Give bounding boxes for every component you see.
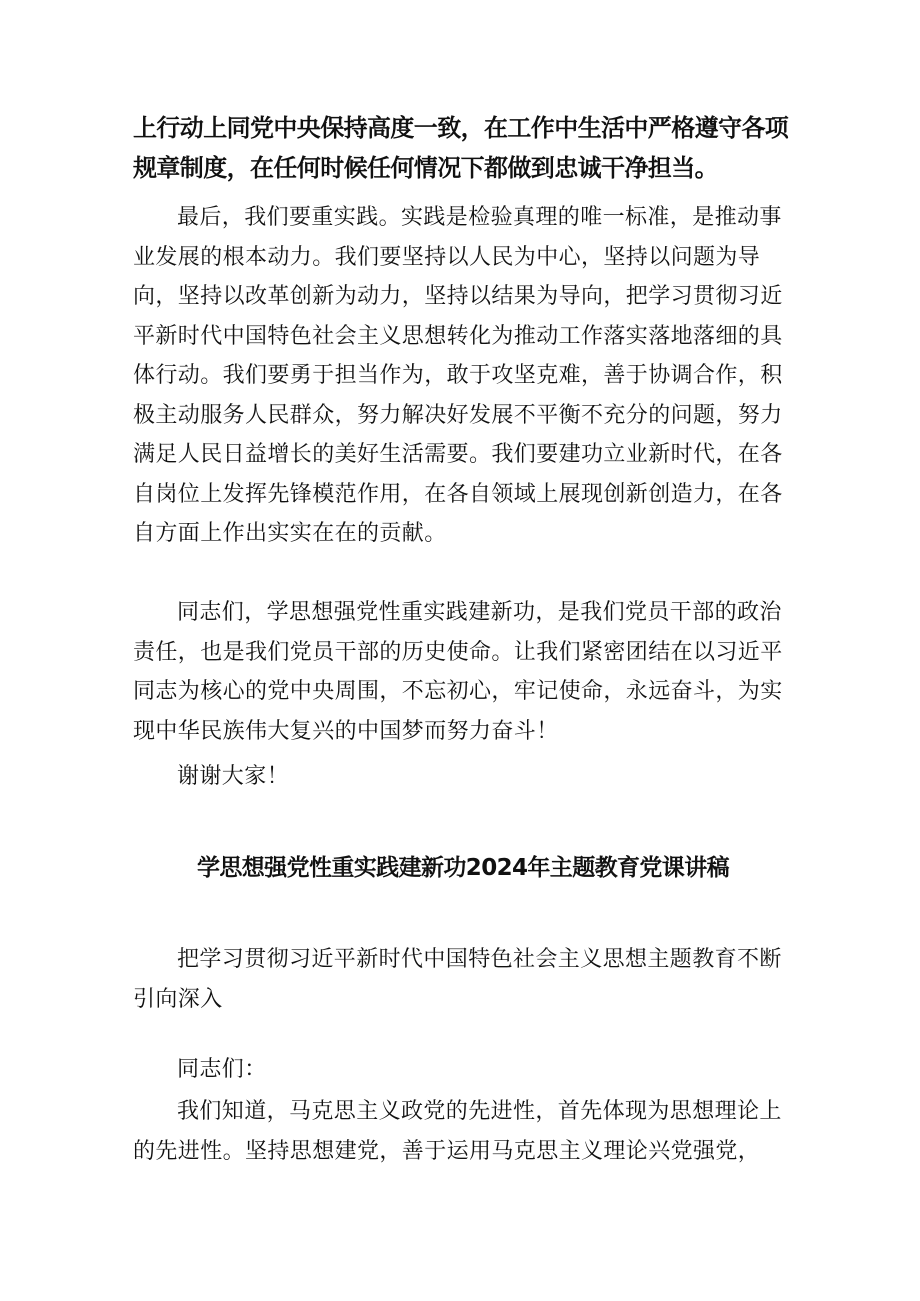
paragraph-practice: 最后，我们要重实践。实践是检验真理的唯一标准，是推动事业发展的根本动力。我们要坚持以人民为中心，坚持以问题为导向，坚持以改革创新为动力，坚持以结果为导向，把学习贯彻习近平新时代中国特色社会主义思想转化为推动工作落实落地落细的具体行动。我们要勇于担当作为，敢于攻坚克难，善于协调合作，积极主动服务人民群众，努力解决好发展不平衡不充分的问题，努力满足人民日益增长的美好生活需要。我们要建功立业新时代，在各自岗位上发挥先锋模范作用，在各自领域上展现创新创造力，在各自方面上作出实实在在的贡献。 <box>133 205 783 546</box>
salutation: 同志们： <box>177 1057 267 1082</box>
subtitle: 把学习贯彻习近平新时代中国特色社会主义思想主题教育不断引向深入 <box>133 947 782 1012</box>
paragraph-closing: 同志们，学思想强党性重实践建新功，是我们党员干部的政治责任，也是我们党员干部的历史使命。让我们紧密团结在以习近平同志为核心的党中央周围，不忘初心，牢记使命，永远奋斗，为实现中华民族伟大复兴的中国梦而努力奋斗！ <box>133 600 783 744</box>
thanks-line: 谢谢大家！ <box>177 764 290 789</box>
section-title: 学思想强党性重实践建新功2024年主题教育党课讲稿 <box>196 855 729 881</box>
paragraph-opening: 我们知道，马克思主义政党的先进性，首先体现为思想理论上的先进性。坚持思想建党，善于运用马克思主义理论兴党强党， <box>133 1099 782 1164</box>
carry-over-paragraph: 上行动上同党中央保持高度一致，在工作中生活中严格遵守各项规章制度，在任何时候任何情况下都做到忠诚干净担当。 <box>133 114 789 182</box>
